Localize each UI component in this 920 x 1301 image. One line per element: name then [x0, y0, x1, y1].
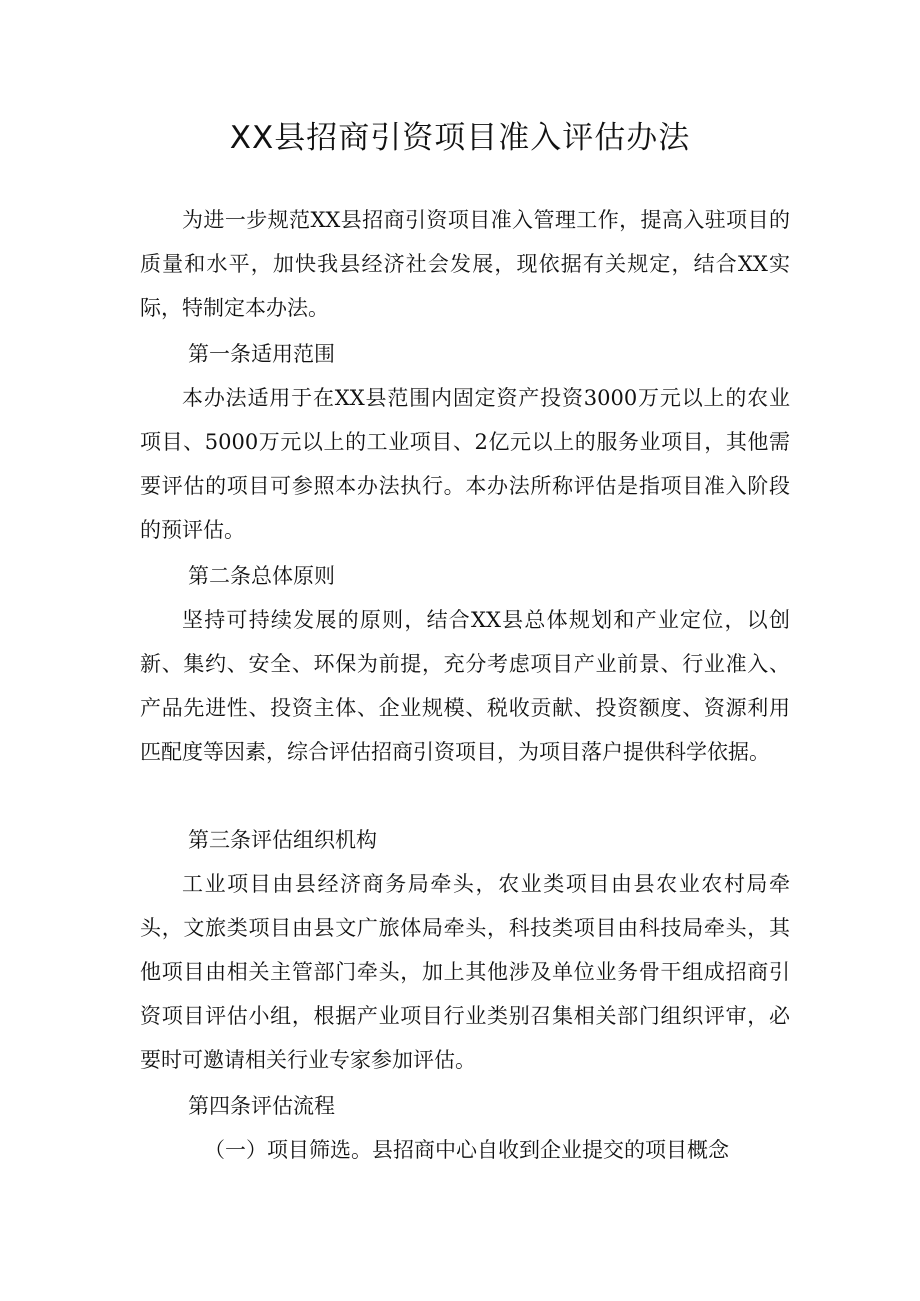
section-2-heading: 第二条总体原则 [188, 564, 335, 588]
section-1-body: 本办法适用于在XX县范围内固定资产投资3000万元以上的农业项目、5000万元以上的工业项目、2亿元以上的服务业项目，其他需要评估的项目可参照本办法执行。本办法所称评估是指项目准入阶段的预评估。 [140, 386, 790, 542]
section-1-heading: 第一条适用范围 [188, 342, 335, 366]
document-title: XX县招商引资项目准入评估办法 [229, 120, 691, 156]
intro-paragraph: 为进一步规范XX县招商引资项目准入管理工作，提高入驻项目的质量和水平，加快我县经济社会发展，现依据有关规定，结合XX实际，特制定本办法。 [140, 208, 790, 320]
section-4-heading: 第四条评估流程 [188, 1094, 335, 1118]
section-3-body: 工业项目由县经济商务局牵头，农业类项目由县农业农村局牵头，文旅类项目由县文广旅体局牵头，科技类项目由科技局牵头，其他项目由相关主管部门牵头，加上其他涉及单位业务骨干组成招商引资项目评估小组，根据产业项目行业类别召集相关部门组织评审，必要时可邀请相关行业专家参加评估。 [140, 872, 790, 1072]
section-4-body: （一）项目筛选。县招商中心自收到企业提交的项目概念 [204, 1138, 729, 1162]
section-3-heading: 第三条评估组织机构 [188, 828, 377, 852]
section-2-body: 坚持可持续发展的原则，结合XX县总体规划和产业定位，以创新、集约、安全、环保为前提，充分考虑项目产业前景、行业准入、产品先进性、投资主体、企业规模、税收贡献、投资额度、资源利用匹配度等因素，综合评估招商引资项目，为项目落户提供科学依据。 [140, 608, 790, 764]
